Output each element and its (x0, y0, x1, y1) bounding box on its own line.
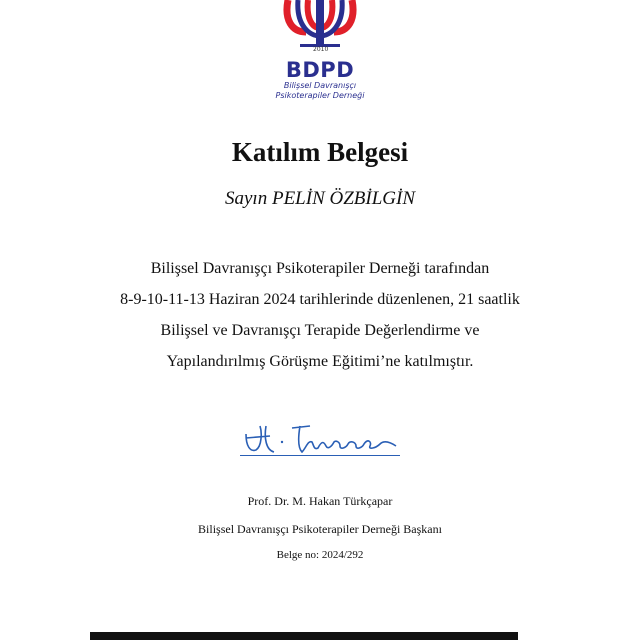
recipient-name: Sayın PELİN ÖZBİLGİN (225, 188, 415, 209)
bottom-bar (90, 632, 518, 640)
signer-name: Prof. Dr. M. Hakan Türkçapar (247, 494, 393, 508)
document-number: Belge no: 2024/292 (276, 549, 364, 561)
signature-line (240, 455, 400, 456)
body-line: Bilişsel Davranışçı Psikoterapiler Derneği tarafından (150, 260, 490, 277)
certificate-body (0, 253, 640, 377)
body-line: Yapılandırılmış Görüşme Eğitimi’ne katılmıştır. (166, 353, 474, 370)
logo-subtitle-line1: Bilişsel Davranışçı (283, 81, 357, 90)
logo-year: 2010 (313, 46, 329, 53)
logo-subtitle-line2: Psikoterapiler Derneği (275, 91, 365, 100)
handwritten-signature (240, 412, 400, 460)
signer-role: Bilişsel Davranışçı Psikoterapiler Derneği Başkanı (198, 522, 442, 536)
logo-abbreviation: BDPD (285, 58, 355, 82)
bdpd-logo (270, 0, 370, 108)
body-line: 8-9-10-11-13 Haziran 2024 tarihlerinde düzenlenen, 21 saatlik (120, 291, 520, 308)
certificate-title: Katılım Belgesi (231, 137, 409, 167)
body-line: Bilişsel ve Davranışçı Terapide Değerlendirme ve (160, 322, 480, 339)
